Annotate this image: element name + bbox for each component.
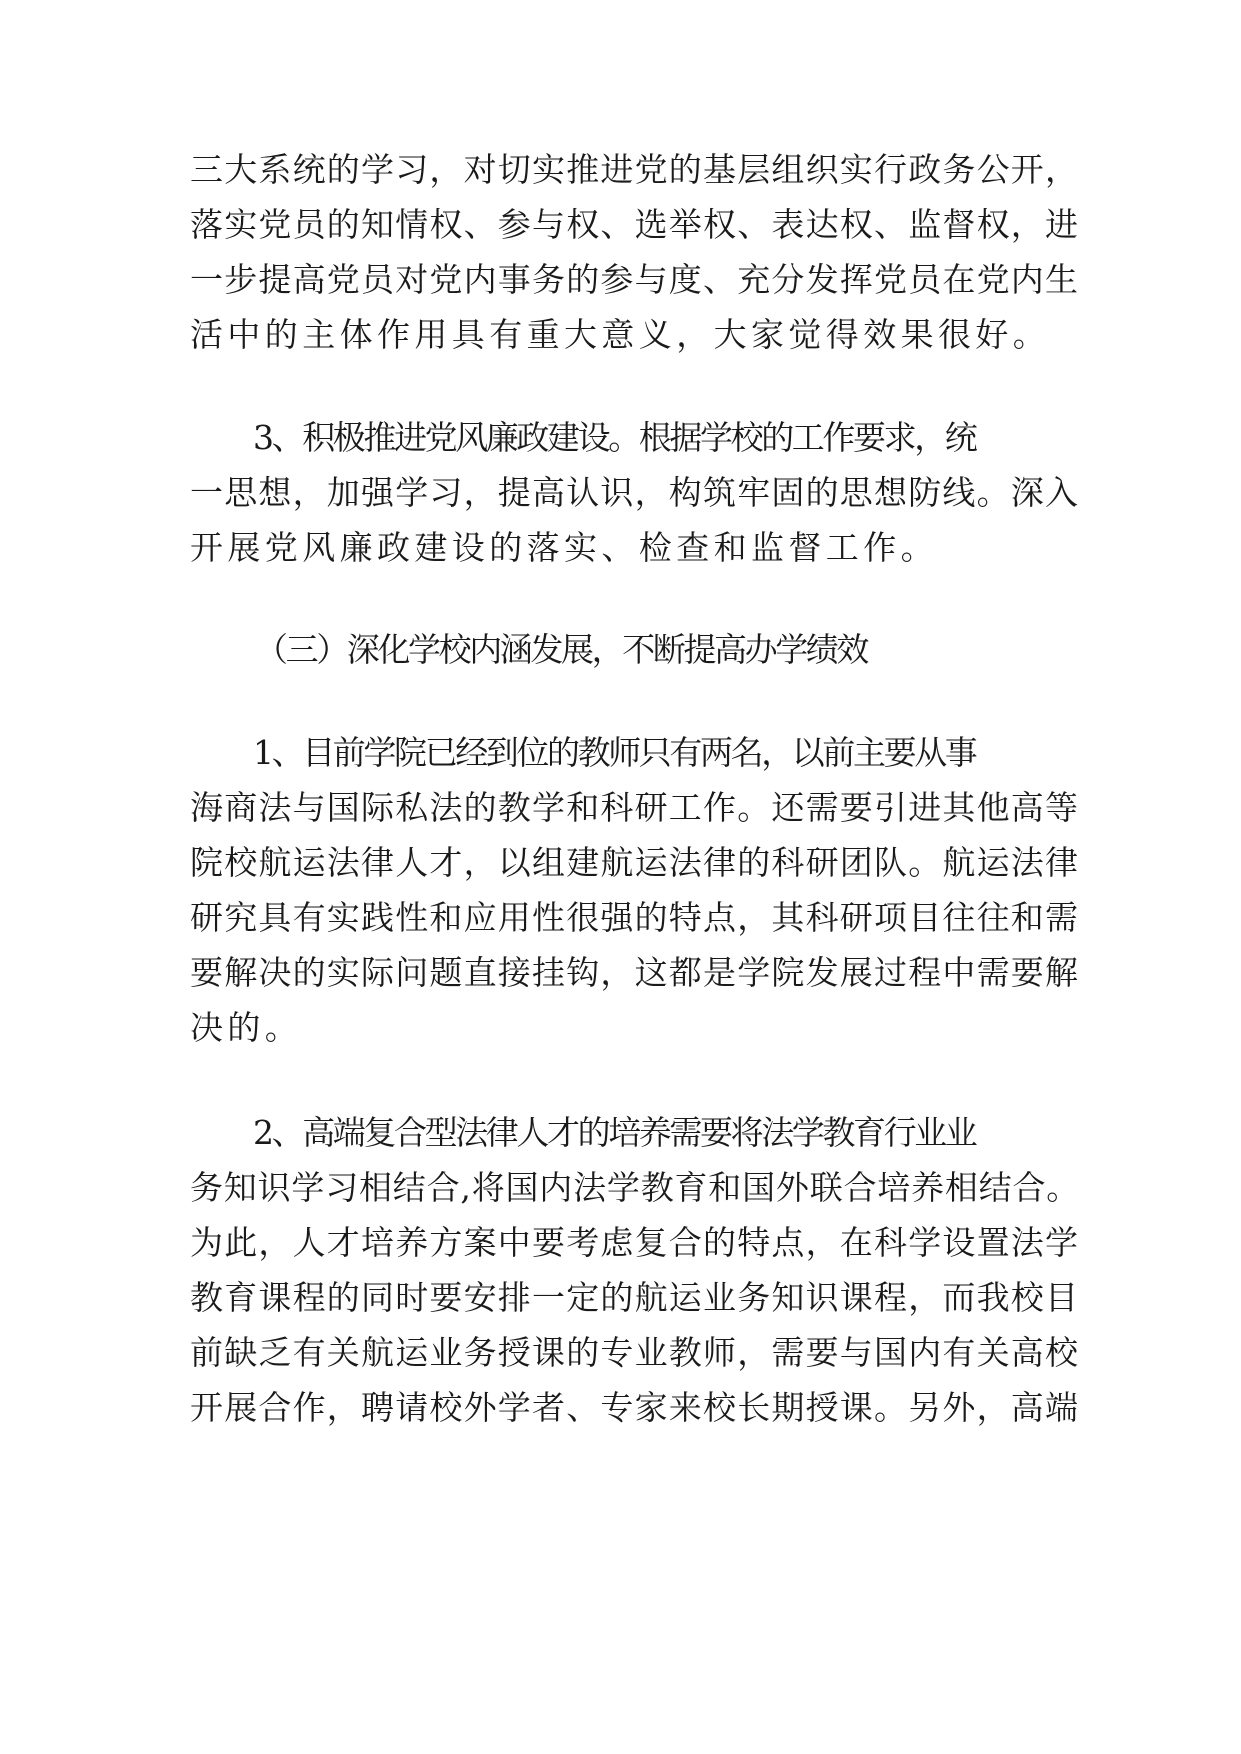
text-line: 落实党员的知情权、参与权、选举权、表达权、监督权，进 (190, 205, 1080, 244)
text-line: 活中的主体作用具有重大意义，大家觉得效果很好。 (190, 315, 1051, 354)
text-line: 院校航运法律人才，以组建航运法律的科研团队。航运法律 (190, 843, 1080, 882)
text-line: 一思想，加强学习，提高认识，构筑牢固的思想防线。深入 (190, 473, 1080, 512)
text-line: 教育课程的同时要安排一定的航运业务知识课程，而我校目 (190, 1278, 1080, 1317)
text-line: 研究具有实践性和应用性很强的特点，其科研项目往往和需 (190, 898, 1080, 937)
text-line: 一步提高党员对党内事务的参与度、充分发挥党员在党内生 (190, 260, 1080, 299)
text-line: 要解决的实际问题直接挂钩，这都是学院发展过程中需要解 (190, 953, 1080, 992)
text-line: 三大系统的学习，对切实推进党的基层组织实行政务公开， (190, 150, 1080, 189)
text-line: 1、目前学院已经到位的教师只有两名，以前主要从事 (253, 733, 976, 772)
text-line: 为此，人才培养方案中要考虑复合的特点，在科学设置法学 (190, 1223, 1080, 1262)
text-line: 开展党风廉政建设的落实、检查和监督工作。 (190, 528, 938, 567)
text-line: 决的。 (190, 1008, 303, 1047)
text-line: 2、高端复合型法律人才的培养需要将法学教育行业业 (253, 1113, 976, 1152)
text-line: 3、积极推进党风廉政建设。根据学校的工作要求，统 (253, 418, 976, 457)
text-line: 前缺乏有关航运业务授课的专业教师，需要与国内有关高校 (190, 1333, 1080, 1372)
text-line: 开展合作，聘请校外学者、专家来校长期授课。另外，高端 (190, 1388, 1080, 1427)
section-heading: （三）深化学校内涵发展，不断提高办学绩效 (255, 630, 868, 669)
text-line: 海商法与国际私法的教学和科研工作。还需要引进其他高等 (190, 788, 1080, 827)
text-line: 务知识学习相结合,将国内法学教育和国外联合培养相结合。 (190, 1168, 1081, 1207)
